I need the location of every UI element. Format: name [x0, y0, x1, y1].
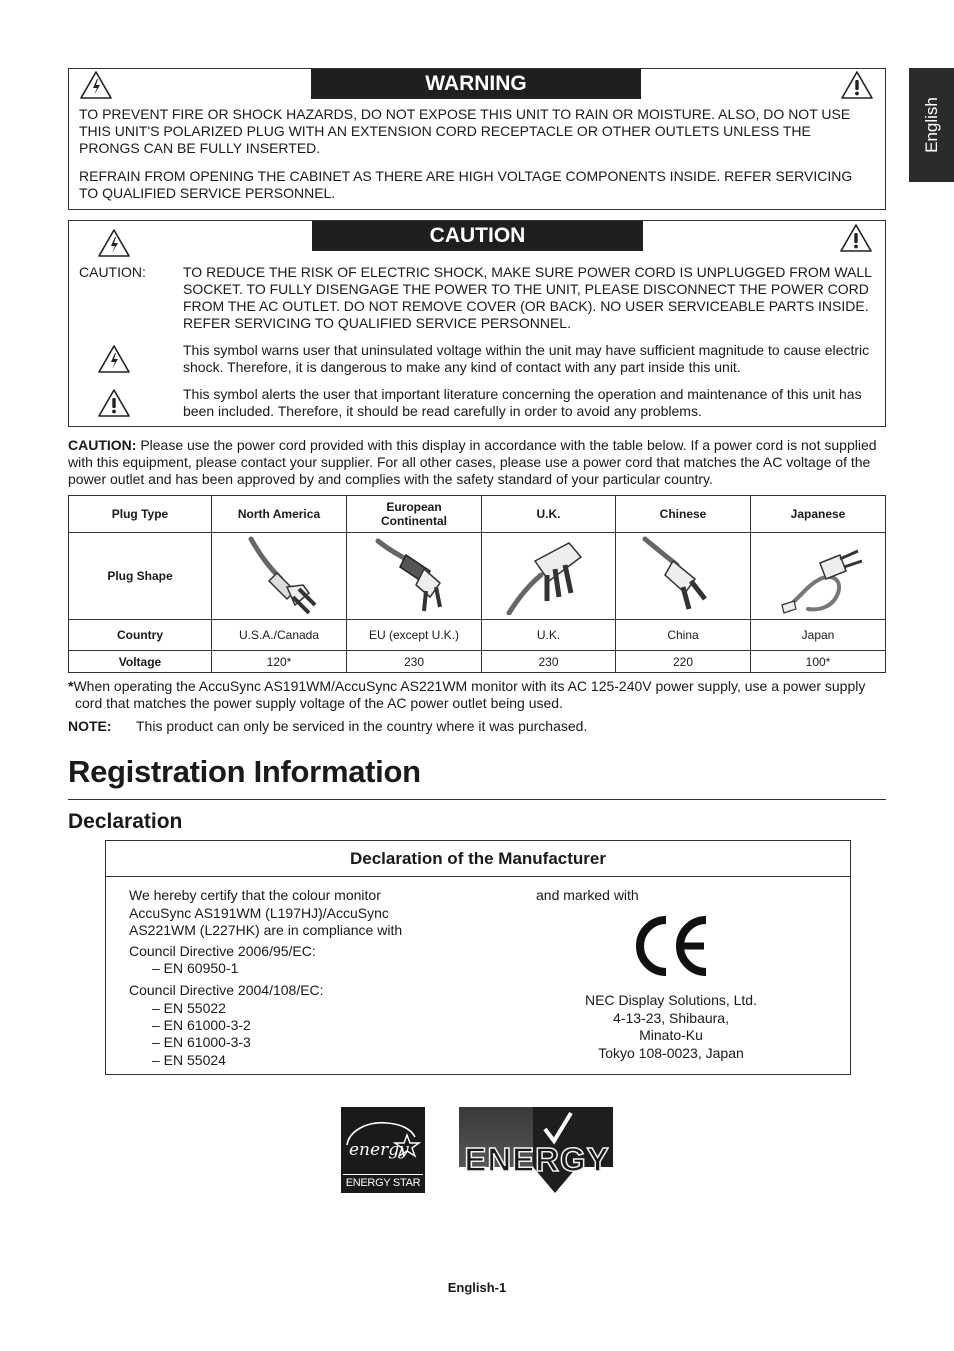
us-plug-icon [229, 535, 329, 615]
country-cell: EU (except U.K.) [347, 620, 482, 651]
language-tab-label: English [921, 97, 941, 153]
voltage-header: Voltage [69, 651, 212, 673]
energy-star-emblem-icon [341, 1107, 425, 1173]
ce-mark-icon [632, 914, 710, 978]
voltage-cell: 100* [751, 651, 886, 673]
plug-table [68, 495, 886, 673]
country-cell: U.K. [482, 620, 616, 651]
voltage-cell: 230 [347, 651, 482, 673]
note-text: This product can only be serviced in the country where it was purchased. [136, 718, 588, 734]
plug-shape-cell [347, 533, 482, 620]
column-header: Japanese [751, 496, 886, 533]
exclamation-symbol-icon [97, 388, 131, 418]
plug-shape-cell [212, 533, 347, 620]
declaration-box-title: Declaration of the Manufacturer [106, 841, 850, 877]
electric-shock-warning-icon [97, 228, 131, 258]
note-label: NOTE: [68, 718, 112, 734]
chinese-plug-icon [633, 535, 733, 615]
energy-label: ENERGY [464, 1141, 610, 1178]
plug-shape-cell [482, 533, 616, 620]
address-line: 4-13-23, Shibaura, [613, 1009, 729, 1026]
warning-text-2: REFRAIN FROM OPENING THE CABINET AS THERE ARE HIGH VOLTAGE COMPONENTS INSIDE. REFER SERVICING TO QUALIFIED SERVICE PERSONNEL. [79, 168, 853, 201]
voltage-cell: 230 [482, 651, 616, 673]
column-header: North America [212, 496, 347, 533]
electric-shock-warning-icon [79, 70, 113, 100]
column-header: European Continental [347, 496, 482, 533]
warning-text-1: TO PREVENT FIRE OR SHOCK HAZARDS, DO NOT EXPOSE THIS UNIT TO RAIN OR MOISTURE. ALSO, DO NOT USE THIS UNIT'S POLARIZED PLUG WITH AN EXTENSION CORD RECEPTACLE OR OTHER OUTLETS UNLESS THE PRONGS CAN BE FULLY INSERTED. [79, 106, 851, 156]
footnote-text: When operating the AccuSync AS191WM/AccuSync AS221WM monitor with its AC 125-240V power supply, use a power supply cord that matches the power supply voltage of the AC power outlet being used. [73, 678, 866, 711]
energy-star-logo [341, 1107, 425, 1193]
country-cell: U.S.A./Canada [212, 620, 347, 651]
warning-banner: WARNING [311, 69, 641, 99]
country-cell: Japan [751, 620, 886, 651]
power-cord-caution-label: CAUTION: [68, 437, 137, 453]
voltage-cell: 220 [616, 651, 751, 673]
language-tab [909, 68, 954, 182]
address-line: Minato-Ku [639, 1027, 703, 1043]
electric-shock-symbol-icon [97, 344, 131, 374]
caution-exclamation-icon [840, 70, 874, 100]
plug-type-header: Plug Type [69, 496, 212, 533]
manufacturer-address [526, 992, 816, 1062]
power-cord-caution-text: Please use the power cord provided with this display in accordance with the table below. If a power cord is not supplied with this equipment, please contact your supplier. For all other cases, please use a power cord that matches the AC voltage of the power outlet and has been approved by and complies with the safety standard of your particular country. [68, 437, 877, 487]
energy-script: energy [349, 1140, 409, 1160]
uk-plug-icon [499, 535, 599, 615]
certify-text: We hereby certify that the colour monitor AccuSync AS191WM (L197HJ)/AccuSync AS221WM (L227HK) are in compliance with [129, 887, 403, 938]
energy-star-caption: ENERGY STAR [343, 1174, 423, 1191]
eu-plug-icon [364, 535, 464, 615]
directive-2: Council Directive 2004/108/EC: [129, 982, 324, 998]
declaration-box [105, 840, 851, 1075]
directive-1: Council Directive 2006/95/EC: [129, 943, 316, 959]
directive-1-item: – EN 60950-1 [152, 960, 239, 976]
caution-label: CAUTION: [79, 264, 146, 280]
registration-title: Registration Information [68, 754, 421, 789]
symbol-literature-text: This symbol alerts the user that important literature concerning the operation and maintenance of this unit has been included. Therefore, it should be read carefully in order to avoid any problems. [183, 386, 862, 419]
footnote-star: * [68, 678, 74, 694]
title-rule [68, 799, 886, 800]
energy-logo [459, 1107, 613, 1193]
directive-2-item: – EN 55024 [152, 1052, 226, 1068]
directive-2-item: – EN 55022 [152, 1000, 226, 1016]
address-line: NEC Display Solutions, Ltd. [585, 992, 757, 1008]
column-header: Chinese [616, 496, 751, 533]
symbol-voltage-text: This symbol warns user that uninsulated voltage within the unit may have sufficient magnitude to cause electric shock. Therefore, it is dangerous to make any kind of contact with any part inside this unit. [183, 342, 870, 375]
column-header: U.K. [482, 496, 616, 533]
country-header: Country [69, 620, 212, 651]
voltage-cell: 120* [212, 651, 347, 673]
marked-with-text: and marked with [536, 887, 639, 903]
voltage-footnote [68, 678, 875, 712]
address-line: Tokyo 108-0023, Japan [598, 1044, 744, 1061]
plug-shape-cell [751, 533, 886, 620]
directive-2-item: – EN 61000-3-3 [152, 1034, 251, 1050]
country-cell: China [616, 620, 751, 651]
caution-exclamation-icon [839, 223, 873, 253]
page-number: English-1 [447, 1280, 507, 1295]
declaration-heading: Declaration [68, 810, 183, 833]
plug-shape-header: Plug Shape [69, 533, 212, 620]
directive-2-item: – EN 61000-3-2 [152, 1017, 251, 1033]
plug-shape-cell [616, 533, 751, 620]
caution-text: TO REDUCE THE RISK OF ELECTRIC SHOCK, MAKE SURE POWER CORD IS UNPLUGGED FROM WALL SOCKET. TO FULLY DISENGAGE THE POWER TO THE UNIT, PLEASE DISCONNECT THE POWER CORD FROM THE AC OUTLET. DO NOT REMOVE COVER (OR BACK). NO USER SERVICEABLE PARTS INSIDE. REFER SERVICING TO QUALIFIED SERVICE PERSONNEL. [183, 264, 872, 331]
power-cord-caution [68, 437, 886, 488]
caution-banner: CAUTION [312, 221, 643, 251]
japanese-plug-icon [768, 535, 868, 615]
